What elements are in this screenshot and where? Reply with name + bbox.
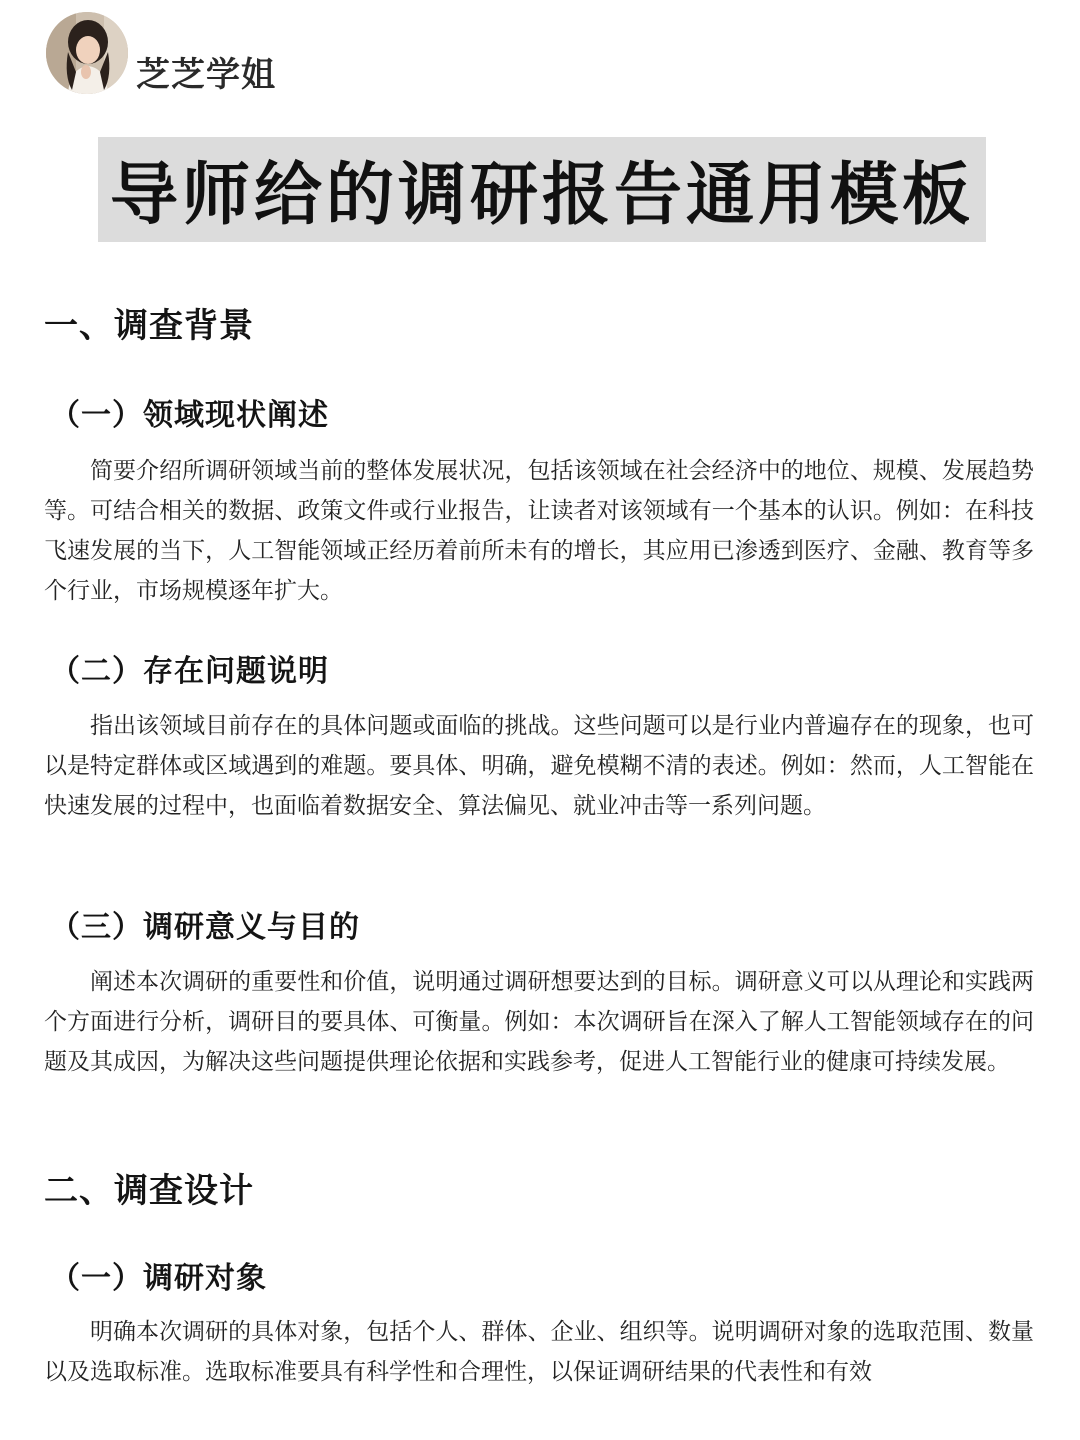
subsection-heading: （一）调研对象 — [50, 1261, 267, 1296]
profile-photo-icon — [46, 12, 128, 94]
section-heading: 二、调查设计 — [44, 1171, 254, 1211]
page-title: 导师给的调研报告通用模板 — [109, 156, 974, 235]
section-heading: 一、调查背景 — [44, 306, 254, 346]
paragraph: 指出该领域目前存在的具体问题或面临的挑战。这些问题可以是行业内普遍存在的现象，也可以是特定群体或区域遇到的难题。要具体、明确，避免模糊不清的表述。例如：然而，人工智能在快速发展的过程中，也面临着数据安全、算法偏见、就业冲击等一系列问题。 — [44, 713, 1034, 819]
paragraph: 明确本次调研的具体对象，包括个人、群体、企业、组织等。说明调研对象的选取范围、数量以及选取标准。选取标准要具有科学性和合理性，以保证调研结果的代表性和有效 — [44, 1319, 1034, 1385]
author-name[interactable]: 芝芝学姐 — [136, 54, 276, 95]
title-banner — [98, 137, 986, 242]
avatar[interactable] — [46, 12, 128, 94]
paragraph: 简要介绍所调研领域当前的整体发展状况，包括该领域在社会经济中的地位、规模、发展趋势等。可结合相关的数据、政策文件或行业报告，让读者对该领域有一个基本的认识。例如：在科技飞速发展的当下，人工智能领域正经历着前所未有的增长，其应用已渗透到医疗、金融、教育等多个行业，市场规模逐年扩大。 — [44, 458, 1034, 604]
subsection-heading: （一）领域现状阐述 — [50, 398, 329, 433]
paragraph: 阐述本次调研的重要性和价值，说明通过调研想要达到的目标。调研意义可以从理论和实践两个方面进行分析，调研目的要具体、可衡量。例如：本次调研旨在深入了解人工智能领域存在的问题及其成因，为解决这些问题提供理论依据和实践参考，促进人工智能行业的健康可持续发展。 — [44, 969, 1034, 1075]
subsection-heading: （三）调研意义与目的 — [50, 910, 360, 945]
author-header — [46, 12, 276, 94]
subsection-heading: （二）存在问题说明 — [50, 654, 329, 689]
